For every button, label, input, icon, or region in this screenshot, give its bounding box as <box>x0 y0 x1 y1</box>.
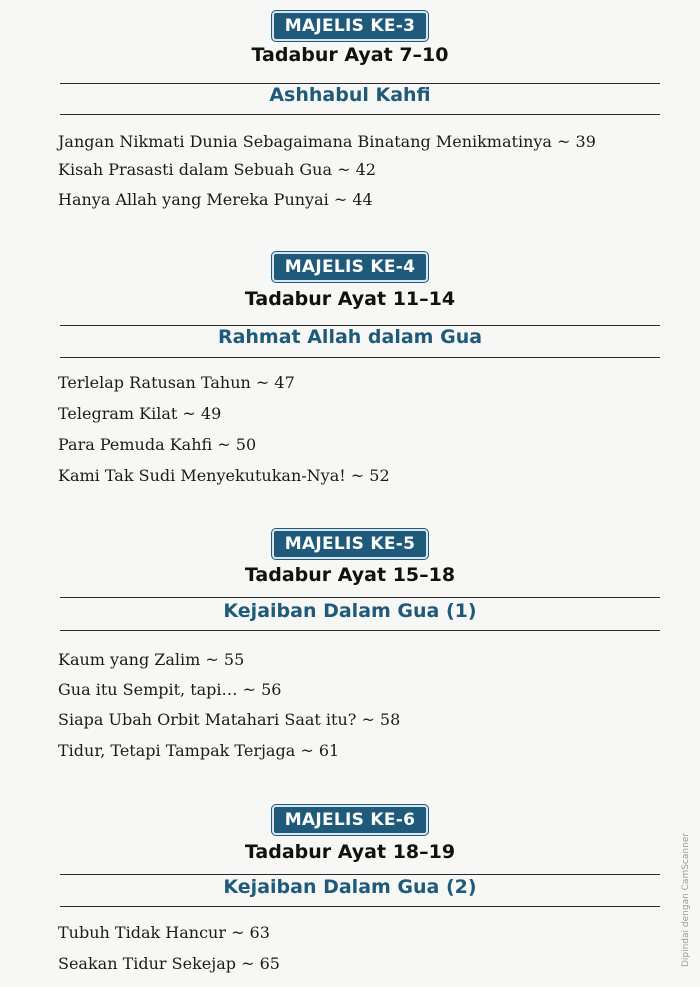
divider-top <box>60 874 660 875</box>
divider-top <box>60 597 660 598</box>
ayat-heading: Tadabur Ayat 11–14 <box>244 288 456 310</box>
toc-entry[interactable]: Terlelap Ratusan Tahun ~ 47 <box>58 373 295 392</box>
majelis-badge: MAJELIS KE-6 <box>272 805 428 835</box>
divider-bottom <box>60 630 660 631</box>
watermark-text: Dipindai dengan CamScanner <box>681 832 691 968</box>
toc-entry[interactable]: Para Pemuda Kahfi ~ 50 <box>58 435 257 454</box>
ayat-heading: Tadabur Ayat 15–18 <box>244 564 456 586</box>
ayat-heading: Tadabur Ayat 18–19 <box>244 841 456 863</box>
toc-entry[interactable]: Hanya Allah yang Mereka Punyai ~ 44 <box>58 190 373 209</box>
majelis-badge: MAJELIS KE-5 <box>272 529 428 559</box>
toc-entry[interactable]: Tidur, Tetapi Tampak Terjaga ~ 61 <box>58 741 340 760</box>
divider-bottom <box>60 906 660 907</box>
toc-entry[interactable]: Kaum yang Zalim ~ 55 <box>58 650 245 669</box>
toc-entry[interactable]: Seakan Tidur Sekejap ~ 65 <box>58 954 280 973</box>
toc-entry[interactable]: Telegram Kilat ~ 49 <box>58 404 222 423</box>
chapter-subtitle: Ashhabul Kahfi <box>269 84 431 106</box>
ayat-heading: Tadabur Ayat 7–10 <box>251 44 449 66</box>
divider-bottom <box>60 357 660 358</box>
toc-entry[interactable]: Jangan Nikmati Dunia Sebagaimana Binatang Menikmatinya ~ 39 <box>58 132 596 151</box>
toc-entry[interactable]: Kisah Prasasti dalam Sebuah Gua ~ 42 <box>58 160 376 179</box>
chapter-subtitle: Kejaiban Dalam Gua (1) <box>223 600 477 622</box>
toc-entry[interactable]: Gua itu Sempit, tapi… ~ 56 <box>58 680 282 699</box>
toc-entry[interactable]: Kami Tak Sudi Menyekutukan-Nya! ~ 52 <box>58 466 390 485</box>
scanner-watermark <box>676 820 696 980</box>
chapter-subtitle: Rahmat Allah dalam Gua <box>217 326 483 348</box>
majelis-badge: MAJELIS KE-4 <box>272 252 428 282</box>
toc-entry[interactable]: Tubuh Tidak Hancur ~ 63 <box>58 923 270 942</box>
toc-entry[interactable]: Siapa Ubah Orbit Matahari Saat itu? ~ 58 <box>58 710 401 729</box>
majelis-badge: MAJELIS KE-3 <box>272 11 428 41</box>
chapter-subtitle: Kejaiban Dalam Gua (2) <box>223 876 477 898</box>
divider-bottom <box>60 114 660 115</box>
